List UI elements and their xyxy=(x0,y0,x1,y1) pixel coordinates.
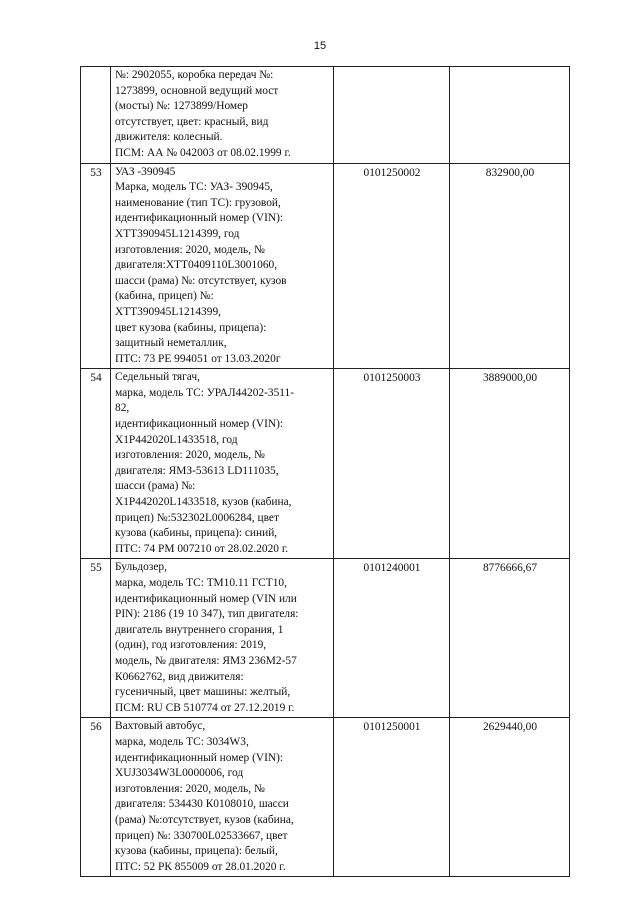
description-line: (мосты) №: 1273899/Номер xyxy=(115,100,248,113)
description-line: идентификационный номер (VIN): xyxy=(115,212,284,225)
description-line: марка, модель ТС: УРАЛ44202-3511- xyxy=(115,386,295,399)
description-line: ПТС: 74 РМ 007210 от 28.02.2020 г. xyxy=(115,542,289,555)
asset-value: 832900,00 xyxy=(450,163,570,369)
description-line: 1273899, основной ведущий мост xyxy=(115,84,279,97)
description-line: идентификационный номер (VIN): xyxy=(115,418,284,431)
asset-value: 2629440,00 xyxy=(450,718,570,877)
asset-description xyxy=(111,163,334,369)
description-line: ХТТ390945L1214399, год xyxy=(115,227,240,240)
row-number xyxy=(81,67,111,164)
description-line: шасси (рама) №: xyxy=(115,480,196,493)
table-row xyxy=(81,369,570,559)
description-line: ПСМ: АА № 042003 от 08.02.1999 г. xyxy=(115,146,291,159)
description-line: ПТС: 52 РК 855009 от 28.01.2020 г. xyxy=(115,860,286,873)
description-line: двигателя: 534430 К0108010, шасси xyxy=(115,798,289,811)
description-line: Бульдозер, xyxy=(115,561,167,574)
inventory-number: 0101240001 xyxy=(334,559,450,718)
description-line: марка, модель ТС: ТМ10.11 ГСТ10, xyxy=(115,577,287,589)
asset-value: 3889000,00 xyxy=(450,369,570,559)
description-line: изготовления: 2020, модель, № xyxy=(115,449,265,462)
description-line: двигателя: ЯМЗ-53613 LD111035, xyxy=(115,464,279,477)
row-number: 54 xyxy=(81,369,111,559)
description-line: (один), год изготовления: 2019, xyxy=(115,639,267,652)
asset-value: 8776666,67 xyxy=(450,559,570,718)
row-number: 55 xyxy=(81,559,111,718)
description-line: отсутствует, цвет: красный, вид xyxy=(115,115,269,128)
table-row xyxy=(81,718,570,877)
description-line: двигатель внутреннего сгорания, 1 xyxy=(115,623,284,636)
description-line: движителя: колесный. xyxy=(115,131,223,144)
table-row xyxy=(81,559,570,718)
description-line: прицеп) №: 330700L02533667, цвет xyxy=(115,829,288,842)
asset-table-body xyxy=(81,67,570,877)
asset-description xyxy=(111,559,334,718)
description-line: модель, № двигателя: ЯМЗ 236М2-57 xyxy=(115,654,297,667)
description-line: X1P442020L1433518, год xyxy=(115,433,238,446)
description-line: цвет кузова (кабины, прицепа): xyxy=(115,321,267,334)
description-line: кузова (кабины, прицепа): белый, xyxy=(115,845,278,858)
row-number: 53 xyxy=(81,163,111,369)
description-line: изготовления: 2020, модель, № xyxy=(115,782,265,795)
description-line: наименование (тип ТС): грузовой, xyxy=(115,196,281,209)
inventory-number: 0101250001 xyxy=(334,718,450,877)
asset-description xyxy=(111,67,334,164)
description-line: ПСМ: RU CB 510774 от 27.12.2019 г. xyxy=(115,701,295,714)
description-line: кузова (кабины, прицепа): синий, xyxy=(115,527,278,540)
description-line: PIN): 2186 (19 10 347), тип двигателя: xyxy=(115,608,299,621)
inventory-number: 0101250002 xyxy=(334,163,450,369)
asset-value xyxy=(450,67,570,164)
asset-table xyxy=(80,66,570,877)
inventory-number xyxy=(334,67,450,164)
description-line: шасси (рама) №: отсутствует, кузов xyxy=(115,274,287,287)
description-line: двигателя:ХТТ0409110L3001060, xyxy=(115,259,278,272)
description-line: XUJ3034W3L0000006, год xyxy=(115,767,244,780)
description-line: изготовления: 2020, модель, № xyxy=(115,243,265,256)
description-line: 82, xyxy=(115,402,130,415)
table-row xyxy=(81,67,570,164)
description-line: X1P442020L1433518, кузов (кабина, xyxy=(115,496,292,509)
description-line: Марка, модель ТС: УАЗ- 390945, xyxy=(115,181,273,194)
description-line: защитный неметаллик, xyxy=(115,337,227,350)
description-line: Седельный тягач, xyxy=(115,371,200,384)
description-line: Вахтовый автобус, xyxy=(115,720,206,733)
page-number: 15 xyxy=(313,40,327,52)
description-line: (рама) №:отсутствует, кузов (кабина, xyxy=(115,813,294,826)
description-line: К0662762, вид движителя: xyxy=(115,670,244,683)
description-line: идентификационный номер (VIN или xyxy=(115,592,297,605)
description-line: (кабина, прицеп) №: xyxy=(115,290,214,303)
description-line: идентификационный номер (VIN): xyxy=(115,751,284,764)
table-row xyxy=(81,163,570,369)
asset-description xyxy=(111,369,334,559)
row-number: 56 xyxy=(81,718,111,877)
description-line: марка, модель ТС: 3034W3, xyxy=(115,735,249,748)
description-line: ХТТ390945L1214399, xyxy=(115,305,221,318)
asset-description xyxy=(111,718,334,877)
description-line: гусеничный, цвет машины: желтый, xyxy=(115,686,291,699)
description-line: №: 2902055, коробка передач №: xyxy=(115,69,274,81)
description-line: прицеп) №:532302L0006284, цвет xyxy=(115,511,279,524)
inventory-number: 0101250003 xyxy=(334,369,450,559)
description-line: УАЗ -390945 xyxy=(115,165,176,178)
description-line: ПТС: 73 РЕ 994051 от 13.03.2020г xyxy=(115,352,281,365)
